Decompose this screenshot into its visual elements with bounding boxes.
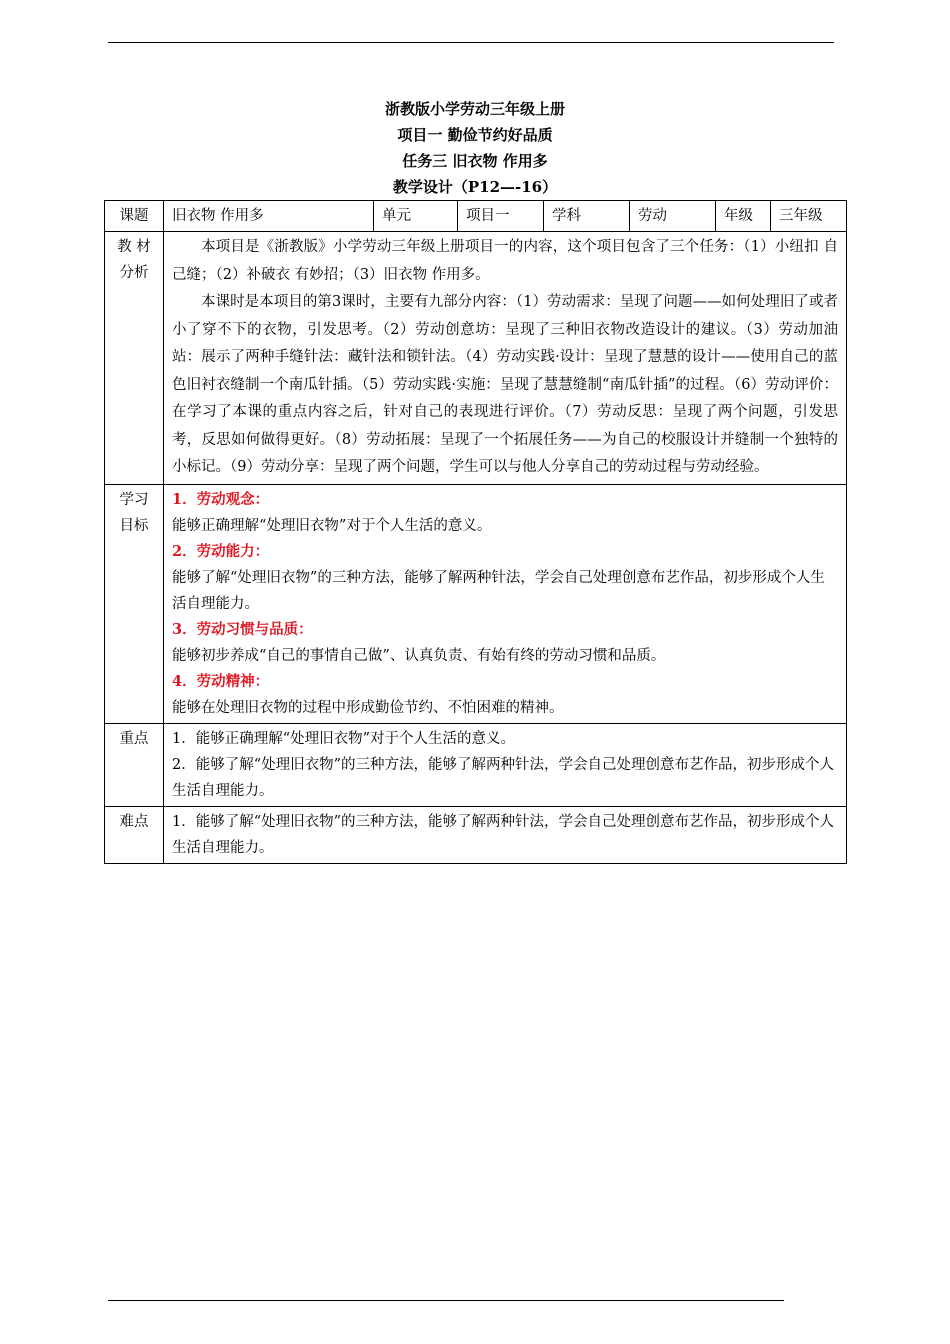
table-row-header: [105, 201, 847, 232]
objectives-label: [105, 484, 164, 723]
title-task: 任务三 旧衣物 作用多: [402, 152, 548, 170]
objective-heading-3: 3．劳动习惯与品质：: [172, 620, 313, 638]
difficulties-content: [164, 806, 847, 863]
analysis-paragraph-2: 本课时是本项目的第3课时，主要有九部分内容：（1）劳动需求：呈现了问题——如何处理旧了或者小了穿不下的衣物，引发思考。（2）劳动创意坊：呈现了三种旧衣物改造设计的建议。（3）劳动加油站：展示了两种手缝针法：藏针法和锁针法。（4）劳动实践·设计：呈现了慧慧的设计——使用自己的蓝色旧衬衣缝制一个南瓜针插。（5）劳动实践·实施：呈现了慧慧缝制“南瓜针插”的过程。（6）劳动评价：在学习了本课的重点内容之后，针对自己的表现进行评价。（7）劳动反思：呈现了两个问题，引发思考，反思如何做得更好。（8）劳动拓展：呈现了一个拓展任务——为自己的校服设计并缝制一个独特的小标记。（9）劳动分享：呈现了两个问题，学生可以与他人分享自己的劳动过程与劳动经验。: [172, 294, 838, 475]
document-titles: [0, 96, 950, 200]
unit-label: 单元: [374, 201, 458, 232]
title-design: 教学设计（P12—-16）: [392, 178, 558, 196]
table-row-objectives: [105, 484, 847, 723]
header-rule: [108, 42, 834, 43]
objective-text-4: 能够在处理旧衣物的过程中形成勤俭节约、不怕困难的精神。: [172, 699, 564, 716]
table-row-analysis: [105, 232, 847, 485]
objective-heading-4: 4．劳动精神：: [172, 672, 270, 690]
topic-value: 旧衣物 作用多: [164, 201, 374, 232]
title-textbook: 浙教版小学劳动三年级上册: [384, 100, 565, 118]
objectives-content: [164, 484, 847, 723]
grade-value: 三年级: [771, 201, 847, 232]
key-points-content: [164, 723, 847, 806]
analysis-label-line1: 教 材: [117, 239, 151, 255]
subject-value: 劳动: [630, 201, 716, 232]
objectives-label-line1: 学习: [119, 491, 149, 508]
analysis-paragraph-1: 本项目是《浙教版》小学劳动三年级上册项目一的内容，这个项目包含了三个任务：（1）小纽扣 自己缝；（2）补破衣 有妙招；（3）旧衣物 作用多。: [172, 239, 838, 283]
objective-heading-2: 2．劳动能力：: [172, 542, 270, 560]
key-point-1: 1．能够正确理解“处理旧衣物”对于个人生活的意义。: [172, 730, 516, 747]
table-row-difficulties: [105, 806, 847, 863]
objectives-label-line2: 目标: [119, 517, 149, 534]
key-point-2: 2．能够了解“处理旧衣物”的三种方法，能够了解两种针法，学会自己处理创意布艺作品，初步形成个人生活自理能力。: [172, 756, 835, 799]
footer-rule: [108, 1300, 784, 1301]
analysis-label-line2: 分析: [119, 265, 149, 281]
key-points-label: 重点: [105, 723, 164, 806]
objective-heading-1: 1．劳动观念：: [172, 490, 270, 508]
objective-text-2: 能够了解“处理旧衣物”的三种方法，能够了解两种针法，学会自己处理创意布艺作品，初步形成个人生活自理能力。: [172, 569, 825, 612]
grade-label: 年级: [716, 201, 771, 232]
subject-label: 学科: [544, 201, 630, 232]
unit-value: 项目一: [458, 201, 544, 232]
objective-text-3: 能够初步养成“自己的事情自己做”、认真负责、有始有终的劳动习惯和品质。: [172, 647, 666, 664]
table-row-key-points: [105, 723, 847, 806]
objective-text-1: 能够正确理解“处理旧衣物”对于个人生活的意义。: [172, 517, 492, 534]
analysis-content: [164, 232, 847, 485]
difficulties-label: 难点: [105, 806, 164, 863]
topic-label: 课题: [105, 201, 164, 232]
analysis-label: [105, 232, 164, 485]
difficulty-1: 1．能够了解“处理旧衣物”的三种方法，能够了解两种针法，学会自己处理创意布艺作品，初步形成个人生活自理能力。: [172, 813, 835, 856]
lesson-plan-table: [104, 200, 847, 864]
title-project: 项目一 勤俭节约好品质: [397, 126, 553, 144]
